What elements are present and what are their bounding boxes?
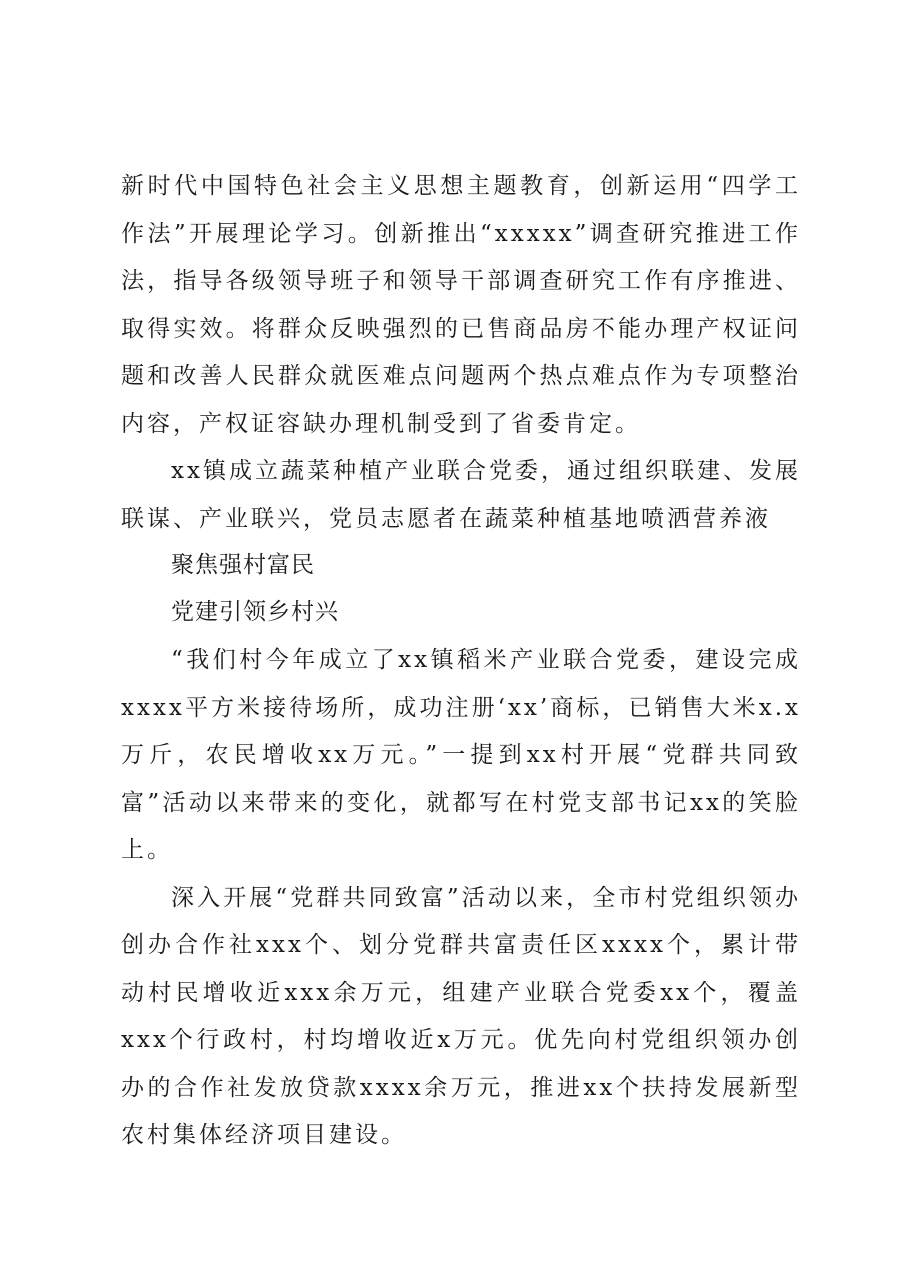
paragraph-photo-caption: xx镇成立蔬菜种植产业联合党委，通过组织联建、发展联谋、产业联兴，党员志愿者在蔬菜种植基地喷洒营养液 bbox=[121, 458, 801, 532]
section-heading: 聚焦强村富民 bbox=[171, 552, 315, 578]
document-body-bottom bbox=[121, 637, 801, 1160]
document-body-top bbox=[121, 163, 801, 543]
paragraph-common-prosperity: 深入开展“党群共同致富”活动以来，全市村党组织领办创办合作社xxx个、划分党群共富责任区xxxx个，累计带动村民增收近xxx余万元，组建产业联合党委xx个，覆盖xxx个行政村，村均增收近x万元。优先向村党组织领办创办的合作社发放贷款xxxx余万元，推进xx个扶持发展新型农村集体经济项目建设。 bbox=[121, 884, 801, 1148]
paragraph-village-quote: “我们村今年成立了xx镇稻米产业联合党委，建设完成xxxx平方米接待场所，成功注册‘xx’商标，已销售大米x.x万斤，农民增收xx万元。”一提到xx村开展“党群共同致富”活动以来带来的变化，就都写在村党支部书记xx的笑脸上。 bbox=[121, 647, 801, 863]
paragraph-theme-education: 新时代中国特色社会主义思想主题教育，创新运用“四学工作法”开展理论学习。创新推出“xxxxx”调查研究推进工作法，指导各级领导班子和领导干部调查研究工作有序推进、取得实效。将群众反映强烈的已售商品房不能办理产权证问题和改善人民群众就医难点问题两个热点难点作为专项整治内容，产权证容缺办理机制受到了省委肯定。 bbox=[121, 173, 801, 437]
section-subheading: 党建引领乡村兴 bbox=[171, 599, 339, 625]
